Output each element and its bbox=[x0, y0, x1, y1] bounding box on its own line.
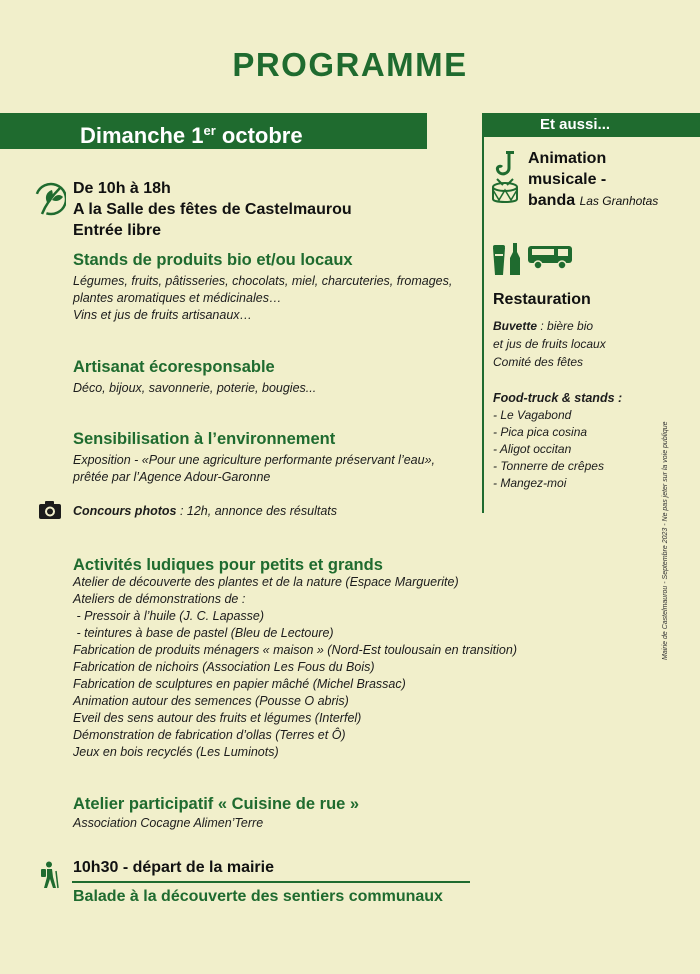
cuisine-line: Association Cocagne Alimen’Terre bbox=[73, 816, 264, 830]
stands-title: Stands de produits bio et/ou locaux bbox=[73, 251, 353, 269]
event-hours: De 10h à 18h bbox=[73, 180, 171, 197]
foodtruck-item: - Mangez-moi bbox=[493, 476, 567, 490]
date-prefix: Dimanche 1 bbox=[80, 123, 204, 148]
bottle-icon bbox=[509, 242, 521, 276]
beer-icon bbox=[491, 242, 507, 276]
foodtruck-item: - Pica pica cosina bbox=[493, 425, 588, 439]
artisanat-title: Artisanat écoresponsable bbox=[73, 358, 275, 376]
aside-header: Et aussi... bbox=[482, 113, 700, 137]
animation-line-3 bbox=[528, 190, 658, 212]
stands-line: Vins et jus de fruits artisanaux… bbox=[73, 308, 253, 322]
buvette-line bbox=[493, 318, 593, 335]
event-venue: A la Salle des fêtes de Castelmaurou bbox=[73, 201, 352, 218]
activites-line: Fabrication de nichoirs (Association Les Fous du Bois) bbox=[73, 660, 375, 674]
activites-title: Activités ludiques pour petits et grands bbox=[73, 556, 383, 574]
balade-title: Balade à la découverte des sentiers communaux bbox=[73, 888, 443, 905]
foodtruck-item: - Tonnerre de crêpes bbox=[493, 459, 604, 473]
leaf-icon bbox=[34, 180, 66, 220]
balade-time: 10h30 - départ de la mairie bbox=[73, 859, 274, 876]
activites-line: Atelier de découverte des plantes et de la nature (Espace Marguerite) bbox=[73, 575, 459, 589]
restauration-title: Restauration bbox=[493, 291, 591, 308]
concours-label: Concours photos bbox=[73, 504, 177, 518]
buvette-detail: : bière bio bbox=[537, 319, 594, 333]
balade-underline bbox=[72, 881, 470, 883]
foodtruck-title: Food-truck & stands : bbox=[493, 391, 623, 405]
activites-line: - teintures à base de pastel (Bleu de Lectoure) bbox=[73, 626, 334, 640]
activites-line: Animation autour des semences (Pousse O abris) bbox=[73, 694, 349, 708]
stands-line: Légumes, fruits, pâtisseries, chocolats, miel, charcuteries, fromages, bbox=[73, 274, 453, 288]
sensibilisation-line: Exposition - «Pour une agriculture performante préservant l’eau», bbox=[73, 453, 436, 467]
activites-line: Fabrication de sculptures en papier mâché (Michel Brassac) bbox=[73, 677, 406, 691]
food-truck-icon bbox=[526, 244, 574, 270]
sensibilisation-title: Sensibilisation à l’environnement bbox=[73, 430, 336, 448]
animation-banda: banda bbox=[528, 192, 576, 209]
date-sup: er bbox=[203, 123, 216, 138]
foodtruck-item: - Aligot occitan bbox=[493, 442, 572, 456]
concours-text bbox=[73, 503, 337, 520]
foodtruck-item: - Le Vagabond bbox=[493, 408, 572, 422]
activites-line: Jeux en bois recyclés (Les Luminots) bbox=[73, 745, 279, 759]
buvette-line: Comité des fêtes bbox=[493, 355, 584, 369]
buvette-line: et jus de fruits locaux bbox=[493, 337, 606, 351]
animation-line-2: musicale - bbox=[528, 171, 607, 188]
drum-icon bbox=[491, 178, 519, 206]
event-entry: Entrée libre bbox=[73, 222, 162, 239]
concours-detail: : 12h, annonce des résultats bbox=[176, 504, 337, 518]
artisanat-line: Déco, bijoux, savonnerie, poterie, bougies... bbox=[73, 381, 317, 395]
activites-line: Ateliers de démonstrations de : bbox=[73, 592, 246, 606]
date-suffix: octobre bbox=[215, 123, 303, 148]
band-name: Las Granhotas bbox=[579, 194, 659, 208]
camera-icon bbox=[38, 500, 62, 520]
activites-line: - Pressoir à l’huile (J. C. Lapasse) bbox=[73, 609, 265, 623]
saxophone-icon bbox=[491, 150, 519, 178]
buvette-label: Buvette bbox=[493, 319, 538, 333]
page-title: PROGRAMME bbox=[232, 46, 468, 83]
activites-line: Fabrication de produits ménagers « maison » (Nord-Est toulousain en transition) bbox=[73, 643, 517, 657]
activites-line: Démonstration de fabrication d’ollas (Terres et Ô) bbox=[73, 728, 346, 742]
date-banner bbox=[0, 113, 427, 149]
print-credit: Mairie de Castelmaurou - Septembre 2023 - Ne pas jeter sur la voie publique bbox=[662, 421, 669, 660]
cuisine-title: Atelier participatif « Cuisine de rue » bbox=[73, 795, 360, 813]
animation-line-1: Animation bbox=[528, 150, 607, 167]
aside-divider bbox=[482, 113, 484, 513]
stands-line: plantes aromatiques et médicinales… bbox=[73, 291, 282, 305]
activites-line: Eveil des sens autour des fruits et légumes (Interfel) bbox=[73, 711, 362, 725]
hiker-icon bbox=[38, 861, 60, 889]
sensibilisation-line: prêtée par l’Agence Adour-Garonne bbox=[73, 470, 271, 484]
